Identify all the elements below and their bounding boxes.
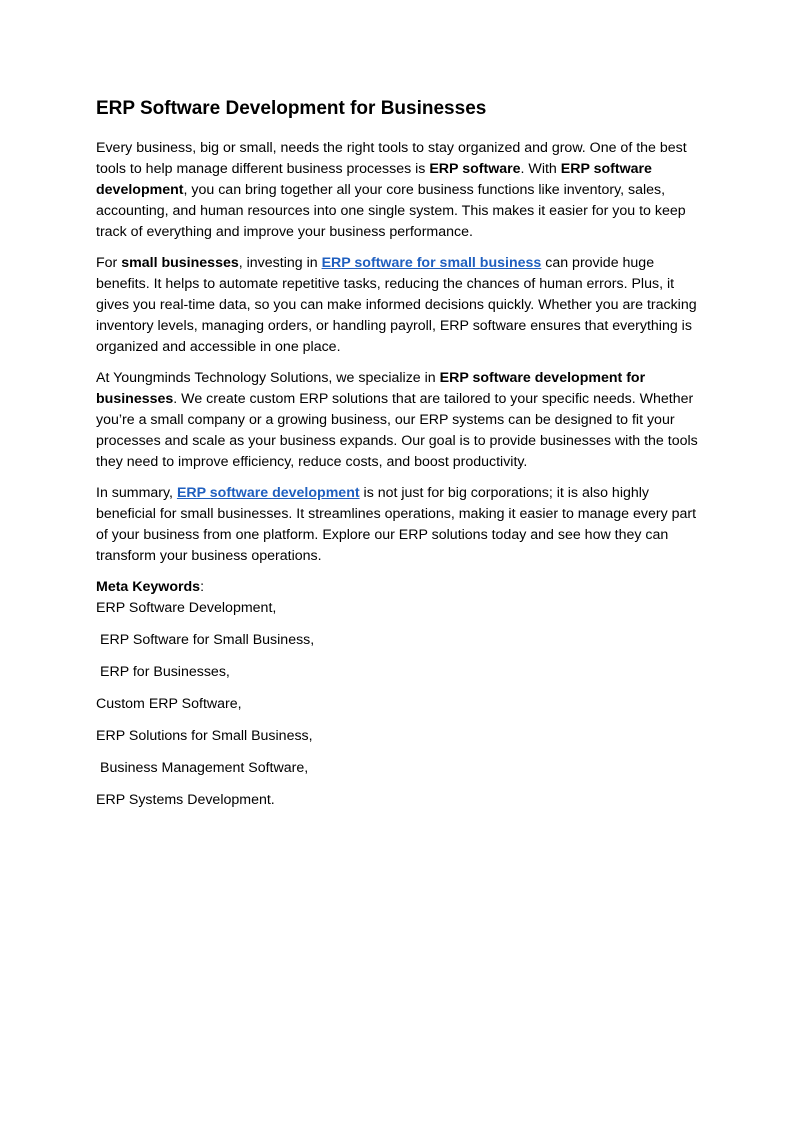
summary-text-2: is not just for big corporations; it is also highly beneficial for small businesses. It streamlines operations, making it easier to manage every part of your business from one platform. Explore our ERP solutions today and see how they can transform your business operations. [96, 485, 697, 564]
smb-bold-small-businesses: small businesses [121, 255, 239, 271]
document-page [96, 96, 700, 822]
keyword-item: ERP for Businesses, [100, 664, 230, 680]
company-text-1: At Youngminds Technology Solutions, we specialize in [96, 370, 440, 386]
paragraph-company [96, 368, 700, 473]
intro-bold-erp-software: ERP software [429, 161, 521, 177]
intro-bold-erp-development: ERP software development [96, 161, 652, 198]
document-title: ERP Software Development for Businesses [96, 98, 487, 119]
keyword-item: ERP Software for Small Business, [100, 632, 315, 648]
company-text-2: . We create custom ERP solutions that are tailored to your specific needs. Whether you’re a small company or a growing business, our ERP systems can be designed to fit your processes and scale as your business expands. Our goal is to provide businesses with the tools they need to improve efficiency, reduce costs, and boost productivity. [96, 391, 698, 470]
meta-keywords-colon: : [200, 579, 205, 595]
link-erp-software-development[interactable]: ERP software development [176, 485, 360, 501]
paragraph-summary [96, 483, 700, 567]
link-erp-small-business[interactable]: ERP software for small business [321, 255, 542, 271]
keyword-item: ERP Solutions for Small Business, [96, 728, 313, 744]
meta-keywords-heading [96, 577, 700, 598]
paragraph-intro [96, 138, 700, 243]
keyword-item: Custom ERP Software, [96, 696, 242, 712]
intro-text-2: . With [520, 161, 561, 177]
paragraph-small-business [96, 253, 700, 358]
company-bold-erp-for-businesses: ERP software development for businesses [96, 370, 646, 407]
smb-text-1: For [96, 255, 122, 271]
keyword-item: Business Management Software, [100, 760, 309, 776]
keyword-item: ERP Systems Development. [96, 792, 275, 808]
smb-text-2: , investing in [238, 255, 322, 271]
smb-text-3: can provide huge benefits. It helps to automate repetitive tasks, reducing the chances of human errors. Plus, it gives you real-time data, so you can make informed decisions quickly. Whether you are tracking inventory levels, managing orders, or handling payroll, ERP software ensures that everything is organized and accessible in one place. [96, 255, 697, 355]
meta-keywords-label: Meta Keywords [96, 579, 201, 595]
intro-text-1: Every business, big or small, needs the right tools to stay organized and grow. One of the best tools to help manage different business processes is [96, 140, 687, 177]
keyword-item: ERP Software Development, [96, 600, 277, 616]
meta-keywords-list [96, 598, 700, 811]
intro-text-3: , you can bring together all your core business functions like inventory, sales, accounting, and human resources into one single system. This makes it easier for you to keep track of everything and improve your business performance. [96, 182, 686, 240]
summary-text-1: In summary, [96, 485, 177, 501]
